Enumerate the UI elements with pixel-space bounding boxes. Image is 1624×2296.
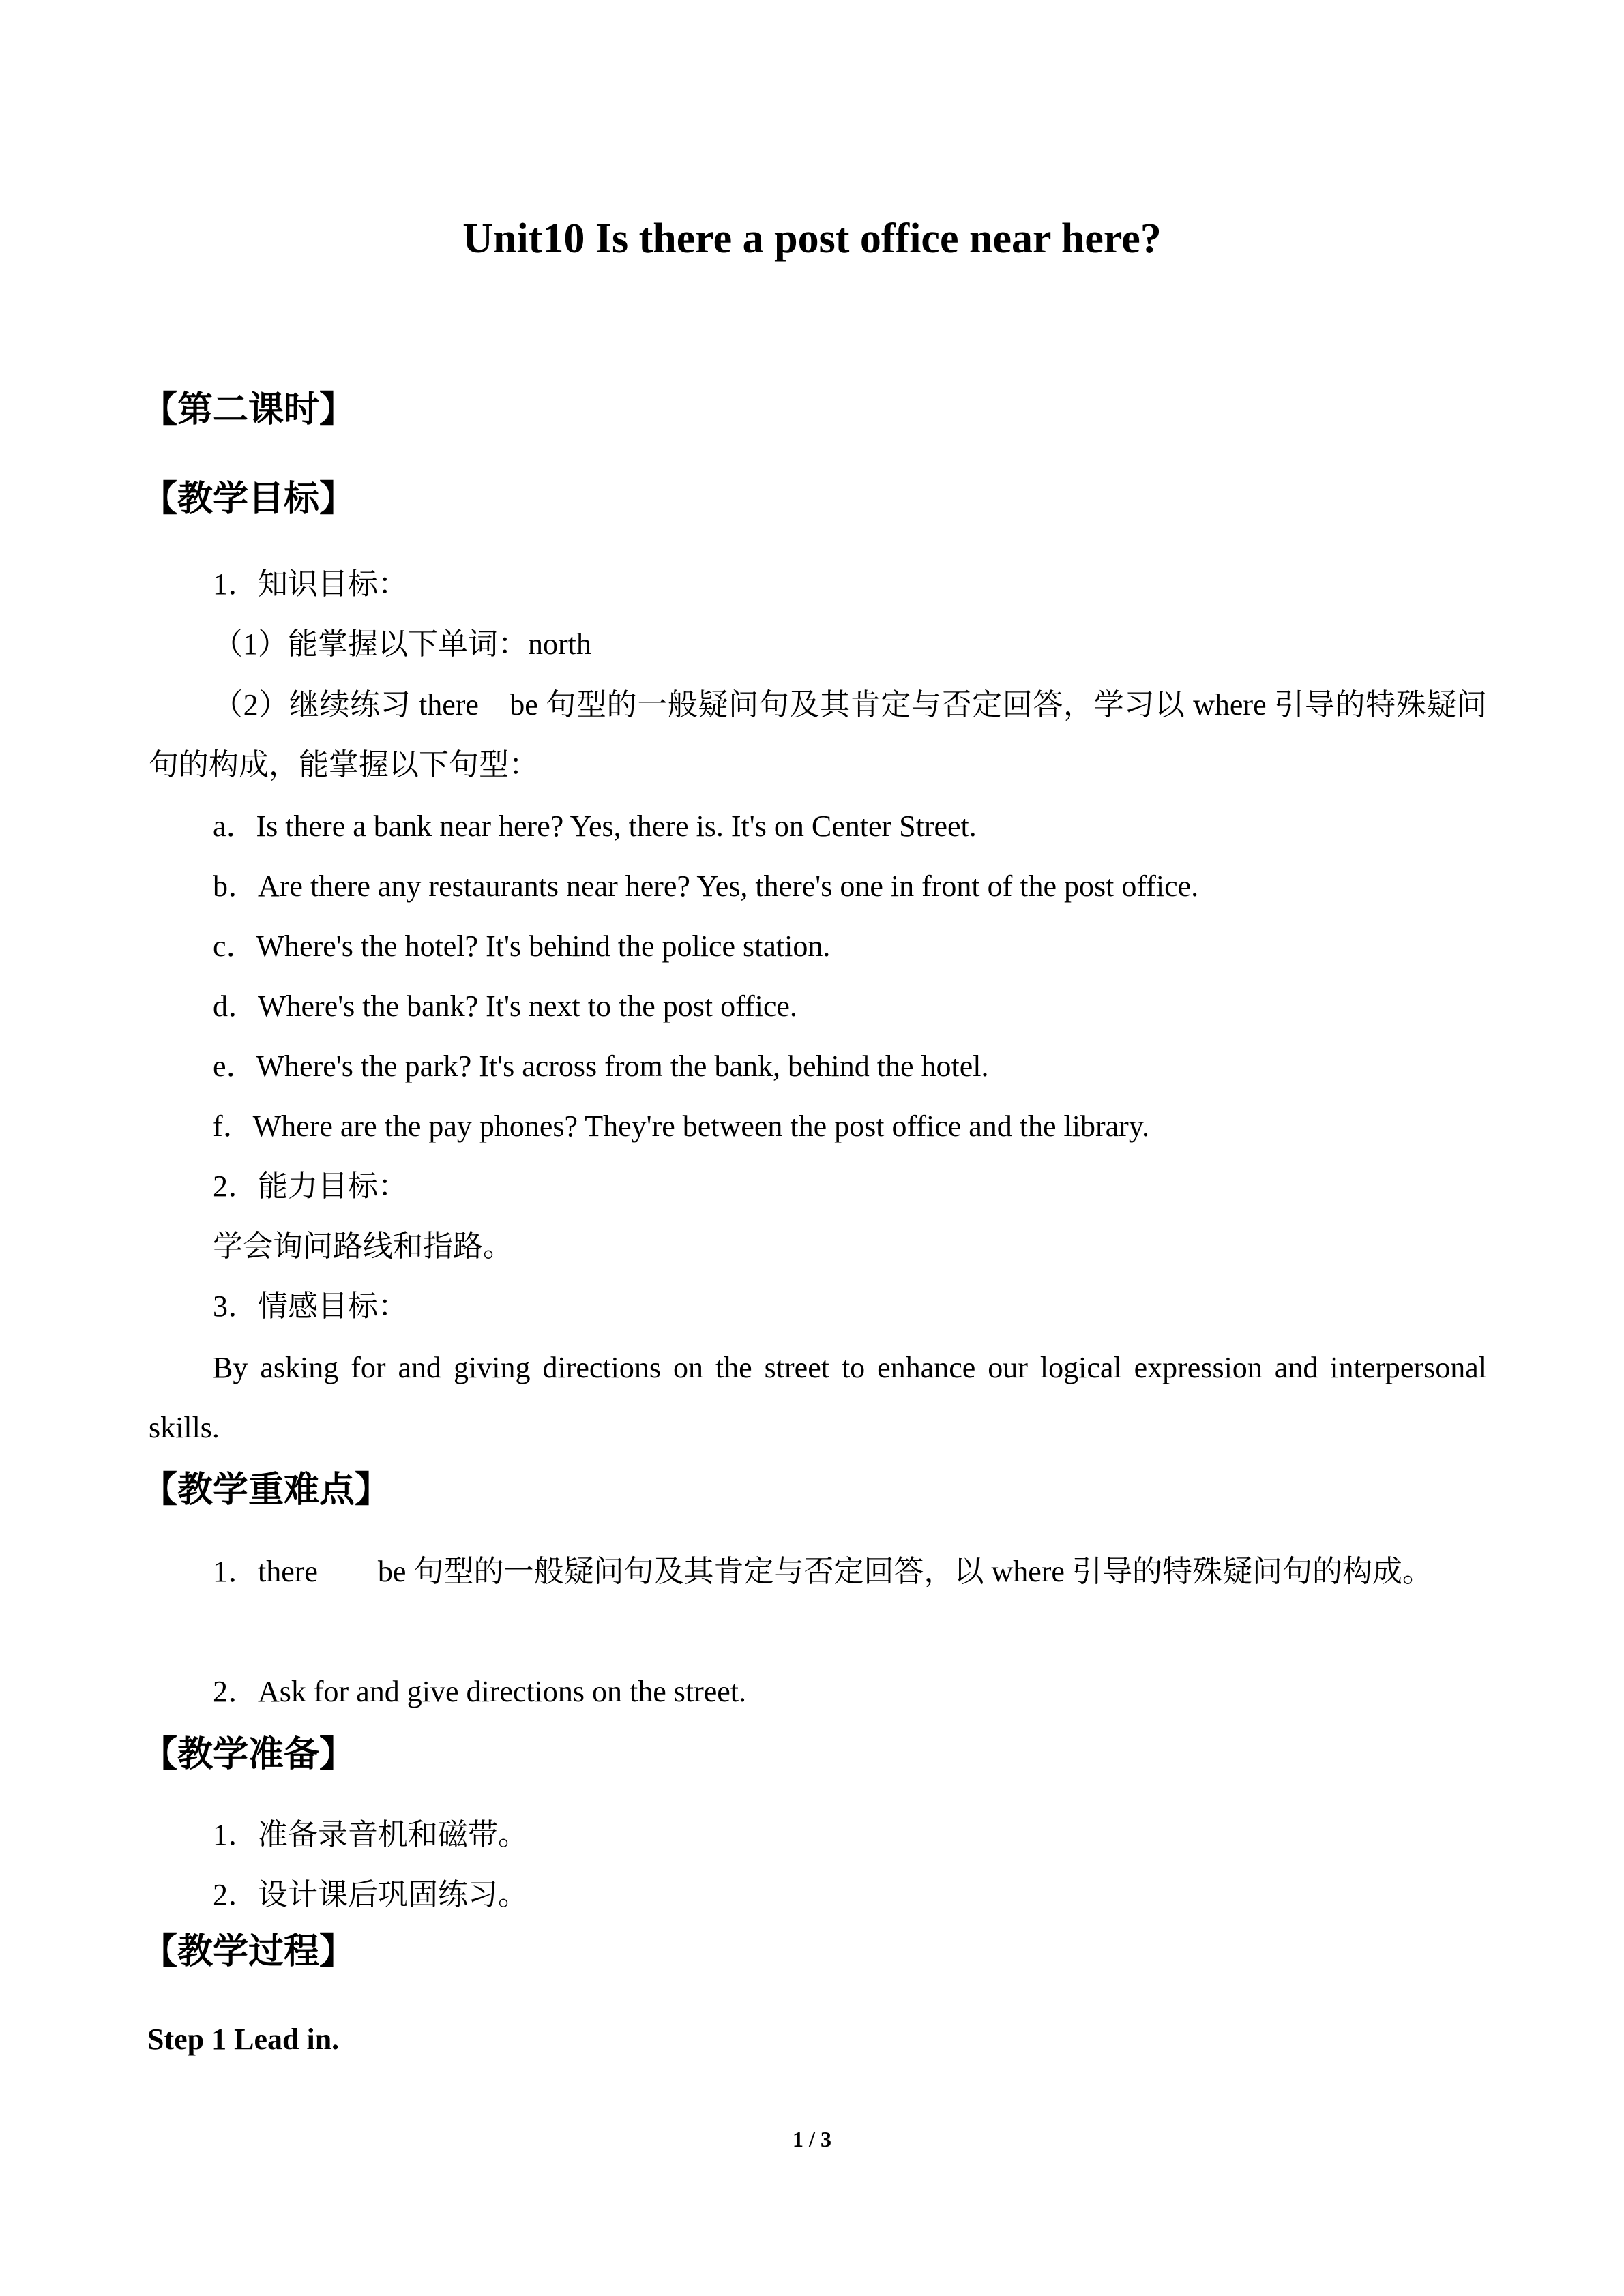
heading-lesson: 【第二课时】 bbox=[142, 389, 355, 430]
emotion-goal-label: 3．情感目标： bbox=[213, 1289, 408, 1323]
sentence-a: a．Is there a bank near here? Yes, there is. It's on Center Street. bbox=[213, 809, 977, 843]
step-1-heading: Step 1 Lead in. bbox=[147, 2023, 340, 2056]
knowledge-goal-label: 1．知识目标： bbox=[213, 567, 408, 601]
preparation-2: 2．设计课后巩固练习。 bbox=[213, 1878, 528, 1911]
sentence-c: c．Where's the hotel? It's behind the police station. bbox=[213, 929, 831, 963]
sentence-f: f．Where are the pay phones? They're between the post office and the library. bbox=[213, 1109, 1149, 1143]
heading-process: 【教学过程】 bbox=[142, 1931, 355, 1972]
key-point-1: 1．there be 句型的一般疑问句及其肯定与否定回答，以 where 引导的特殊疑问句的构成。 bbox=[213, 1555, 1432, 1588]
heading-objectives: 【教学目标】 bbox=[142, 479, 355, 520]
ability-goal-text: 学会询问路线和指路。 bbox=[213, 1229, 513, 1263]
preparation-1: 1．准备录音机和磁带。 bbox=[213, 1818, 528, 1851]
vocab-line: （1）能掌握以下单词：north bbox=[213, 627, 591, 661]
page-number: 1 / 3 bbox=[793, 2127, 831, 2151]
emotion-goal-paragraph: By asking for and giving directions on the street to enhance our logical expression and interpersonal skills. bbox=[149, 1351, 1487, 1444]
heading-key-points: 【教学重难点】 bbox=[142, 1470, 391, 1510]
grammar-paragraph: （2）继续练习 there be 句型的一般疑问句及其肯定与否定回答，学习以 where 引导的特殊疑问句的构成，能掌握以下句型： bbox=[149, 688, 1487, 781]
heading-preparation: 【教学准备】 bbox=[142, 1734, 355, 1775]
sentence-b: b．Are there any restaurants near here? Yes, there's one in front of the post office. bbox=[213, 869, 1199, 903]
sentence-d: d．Where's the bank? It's next to the post office. bbox=[213, 989, 797, 1023]
key-point-2: 2．Ask for and give directions on the street. bbox=[213, 1675, 747, 1708]
sentence-e: e．Where's the park? It's across from the bank, behind the hotel. bbox=[213, 1049, 989, 1083]
document-title: Unit10 Is there a post office near here? bbox=[462, 215, 1162, 262]
ability-goal-label: 2．能力目标： bbox=[213, 1169, 408, 1203]
